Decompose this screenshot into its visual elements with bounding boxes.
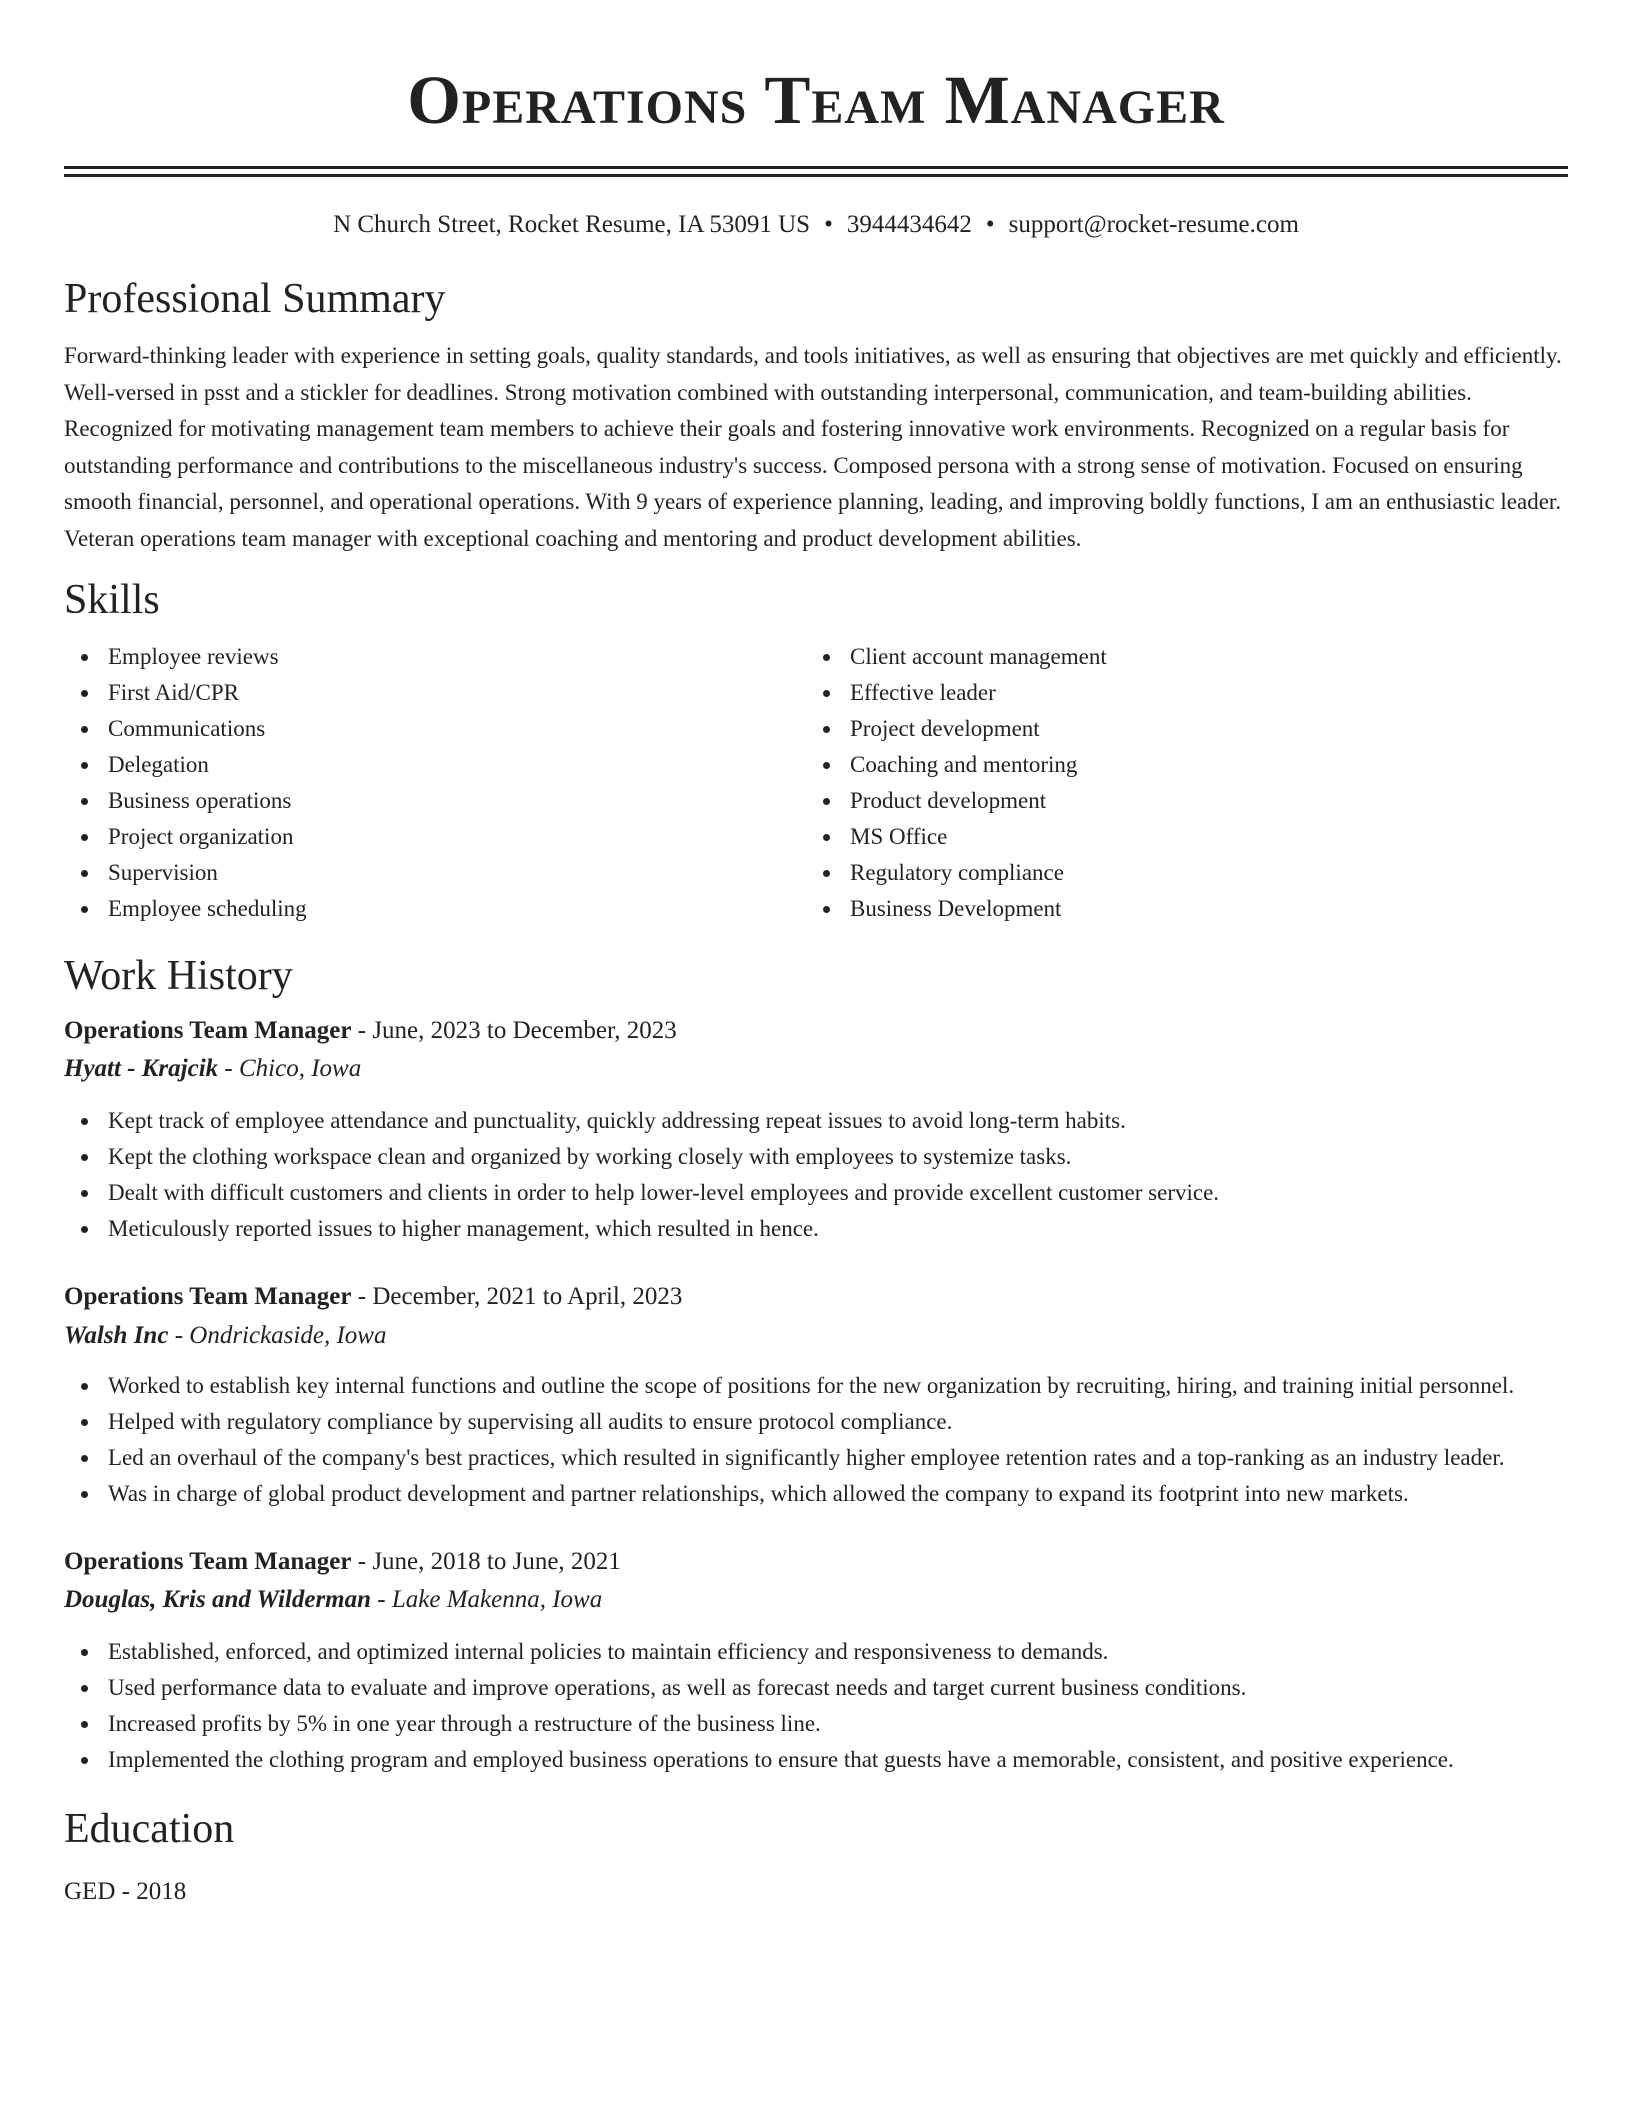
bullet-dot	[823, 690, 830, 697]
bullet-dot	[81, 1226, 88, 1233]
job-bullets	[64, 1368, 1568, 1512]
resume-name: Operations Team Manager	[407, 62, 1225, 138]
job-company: Hyatt - Krajcik	[64, 1055, 219, 1082]
skill-item: Project organization	[64, 819, 806, 855]
job-bullet: Helped with regulatory compliance by supervising all audits to ensure protocol compliance.	[64, 1404, 1568, 1440]
work-history-heading: Work History	[64, 953, 293, 999]
bullet-dot	[823, 798, 830, 805]
skill-item: Supervision	[64, 855, 806, 891]
skill-item: Employee reviews	[64, 639, 806, 675]
bullet-dot	[823, 762, 830, 769]
skill-item: MS Office	[806, 819, 1548, 855]
job-title: Operations Team Manager	[64, 1548, 352, 1575]
bullet-dot	[823, 726, 830, 733]
bullet-dot	[823, 654, 830, 661]
job-bullet: Increased profits by 5% in one year through a restructure of the business line.	[64, 1706, 1568, 1742]
job-bullets	[64, 1634, 1568, 1778]
bullet-dot	[81, 1455, 88, 1462]
contact-address: N Church Street, Rocket Resume, IA 53091 US	[333, 211, 811, 238]
bullet-dot	[81, 1757, 88, 1764]
job-company-line	[64, 1318, 1568, 1354]
bullet-dot	[81, 870, 88, 877]
bullet-dot	[823, 906, 830, 913]
bullet-dot	[81, 1685, 88, 1692]
job-dates: - June, 2023 to December, 2023	[351, 1017, 677, 1044]
bullet-dot	[81, 726, 88, 733]
bullet-dot	[81, 1491, 88, 1498]
job-location: - Chico, Iowa	[218, 1055, 362, 1082]
bullet-dot	[81, 1649, 88, 1656]
bullet-dot	[81, 654, 88, 661]
bullet-dot	[823, 870, 830, 877]
skill-item: First Aid/CPR	[64, 675, 806, 711]
job-bullet: Led an overhaul of the company's best practices, which resulted in significantly higher employee retention rates and a top-ranking as an industry leader.	[64, 1440, 1568, 1476]
double-rule-divider	[64, 166, 1568, 177]
job-entry	[64, 1544, 1568, 1778]
job-bullet: Implemented the clothing program and employed business operations to ensure that guests have a memorable, consistent, and positive experience.	[64, 1742, 1568, 1778]
skills-heading: Skills	[64, 577, 160, 623]
bullet-dot	[81, 834, 88, 841]
education-heading: Education	[64, 1806, 235, 1852]
bullet-dot	[81, 1721, 88, 1728]
bullet-dot	[823, 834, 830, 841]
bullet-dot	[81, 1419, 88, 1426]
job-title-line	[64, 1544, 1568, 1580]
contact-separator: •	[985, 211, 995, 238]
skill-item: Product development	[806, 783, 1548, 819]
contact-email: support@rocket-resume.com	[1008, 211, 1299, 238]
bullet-dot	[81, 906, 88, 913]
skill-item: Project development	[806, 711, 1548, 747]
job-bullet: Worked to establish key internal functions and outline the scope of positions for the new organization by recruiting, hiring, and training initial personnel.	[64, 1368, 1568, 1404]
job-location: - Lake Makenna, Iowa	[371, 1586, 603, 1613]
contact-line	[64, 209, 1568, 241]
education-entry: GED - 2018	[64, 1878, 187, 1905]
job-bullet: Dealt with difficult customers and clients in order to help lower-level employees and provide excellent customer service.	[64, 1175, 1568, 1211]
bullet-dot	[81, 1118, 88, 1125]
job-location: - Ondrickaside, Iowa	[168, 1322, 387, 1349]
contact-separator: •	[824, 211, 833, 238]
job-dates: - June, 2018 to June, 2021	[351, 1548, 621, 1575]
summary-heading: Professional Summary	[64, 276, 446, 322]
job-entry	[64, 1279, 1568, 1512]
job-bullet: Kept the clothing workspace clean and organized by working closely with employees to systemize tasks.	[64, 1139, 1568, 1175]
bullet-dot	[81, 690, 88, 697]
job-title: Operations Team Manager	[64, 1017, 352, 1044]
skill-item: Effective leader	[806, 675, 1548, 711]
summary-text: Forward-thinking leader with experience in setting goals, quality standards, and tools initiatives, as well as ensuring that objectives are met quickly and efficiently. Well-versed in psst and a stickler for deadlines. Strong motivation combined with outstanding interpersonal, communication, and team-building abilities. Recognized for motivating management team members to achieve their goals and fostering innovative work environments. Recognized on a regular basis for outstanding performance and contributions to the miscellaneous industry's success. Composed persona with a strong sense of motivation. Focused on ensuring smooth financial, personnel, and operational operations. With 9 years of experience planning, leading, and improving boldly functions, I am an enthusiastic leader. Veteran operations team manager with exceptional coaching and mentoring and product development abilities.	[64, 343, 1562, 551]
job-title-line	[64, 1279, 1568, 1315]
bullet-dot	[81, 1383, 88, 1390]
job-title: Operations Team Manager	[64, 1283, 352, 1310]
job-bullet: Kept track of employee attendance and punctuality, quickly addressing repeat issues to avoid long-term habits.	[64, 1103, 1568, 1139]
job-company: Douglas, Kris and Wilderman	[64, 1586, 372, 1613]
job-company-line	[64, 1582, 1568, 1618]
skill-item: Coaching and mentoring	[806, 747, 1548, 783]
bullet-dot	[81, 1190, 88, 1197]
job-dates: - December, 2021 to April, 2023	[351, 1283, 683, 1310]
job-bullets	[64, 1103, 1568, 1247]
contact-phone: 3944434642	[846, 211, 972, 238]
job-company-line	[64, 1051, 1568, 1087]
job-company: Walsh Inc	[64, 1322, 169, 1349]
skill-item: Regulatory compliance	[806, 855, 1548, 891]
skill-item: Employee scheduling	[64, 891, 806, 927]
skill-item: Communications	[64, 711, 806, 747]
skills-list	[64, 639, 1568, 927]
job-bullet: Used performance data to evaluate and improve operations, as well as forecast needs and target current business conditions.	[64, 1670, 1568, 1706]
bullet-dot	[81, 762, 88, 769]
bullet-dot	[81, 1154, 88, 1161]
job-bullet: Was in charge of global product development and partner relationships, which allowed the company to expand its footprint into new markets.	[64, 1476, 1568, 1512]
skill-item: Business operations	[64, 783, 806, 819]
skill-item: Delegation	[64, 747, 806, 783]
job-bullet: Established, enforced, and optimized internal policies to maintain efficiency and responsiveness to demands.	[64, 1634, 1568, 1670]
job-title-line	[64, 1013, 1568, 1049]
skill-item: Client account management	[806, 639, 1548, 675]
bullet-dot	[81, 798, 88, 805]
job-bullet: Meticulously reported issues to higher management, which resulted in hence.	[64, 1211, 1568, 1247]
job-entry	[64, 1013, 1568, 1247]
skill-item: Business Development	[806, 891, 1548, 927]
